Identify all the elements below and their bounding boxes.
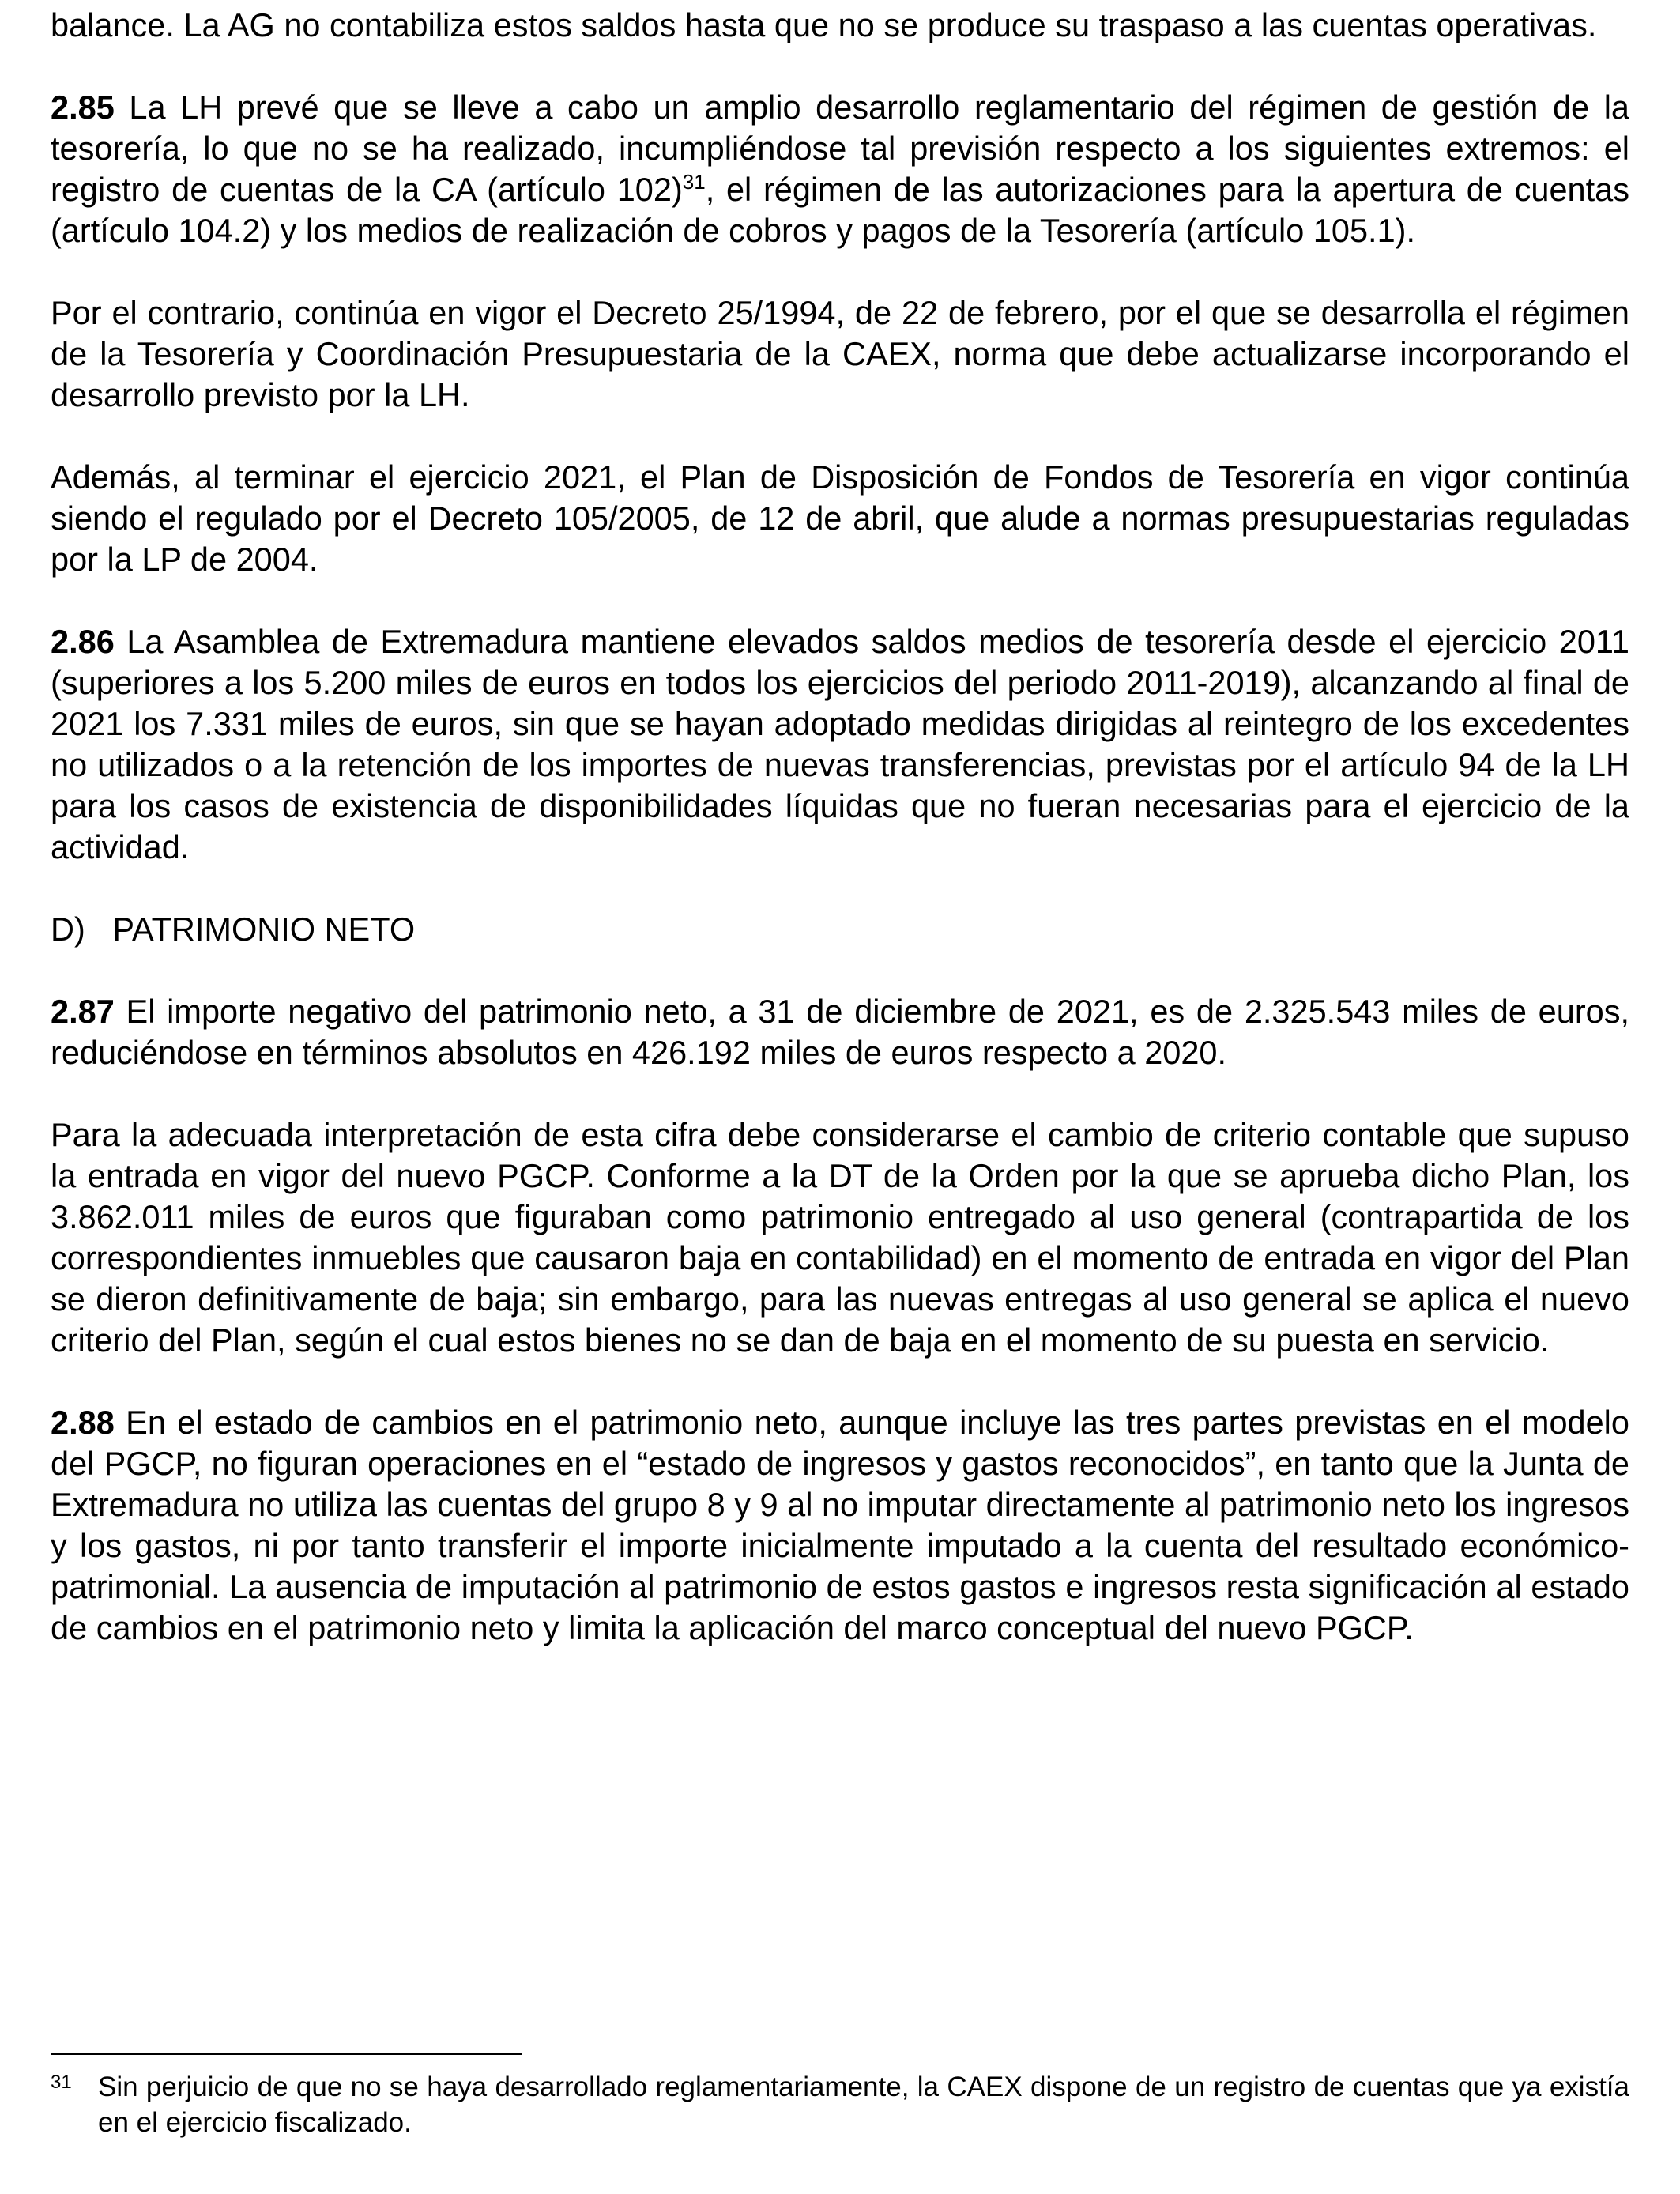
footnote	[51, 2069, 1629, 2140]
paragraph-text: El importe negativo del patrimonio neto, a 31 de diciembre de 2021, es de 2.325.543 miles de euros, reduciéndose en términos absolutos en 426.192 miles de euros respecto a 2020.	[51, 993, 1629, 1071]
section-heading: D) PATRIMONIO NETO	[51, 910, 416, 948]
paragraph-number: 2.85	[51, 89, 115, 126]
footnote-number: 31	[51, 2071, 72, 2093]
paragraph-number: 2.88	[51, 1404, 115, 1441]
paragraph-number: 2.86	[51, 623, 115, 660]
footnote-ref[interactable]: 31	[682, 170, 706, 194]
paragraph-text: , el régimen de las autorizaciones para la apertura de cuentas (artículo 104.2) y los medios de realización de cobros y pagos de la Tesorería (artículo 105.1).	[51, 171, 1629, 249]
paragraph-2-86	[51, 621, 1629, 868]
paragraph-2-85	[51, 87, 1629, 251]
paragraph-decreto: Por el contrario, continúa en vigor el Decreto 25/1994, de 22 de febrero, por el que se desarrolla el régimen de la Tesorería y Coordinación Presupuestaria de la CAEX, norma que debe actualizarse incorporando el desarrollo previsto por la LH.	[51, 294, 1629, 413]
footnote-separator	[51, 2053, 522, 2055]
paragraph-text: La Asamblea de Extremadura mantiene elevados saldos medios de tesorería desde el ejercicio 2011 (superiores a los 5.200 miles de euros en todos los ejercicios del periodo 2011-2019), alcanzando al final de 2021 los 7.331 miles de euros, sin que se hayan adoptado medidas dirigidas al reintegro de los excedentes no utilizados o a la retención de los importes de nuevas transferencias, previstas por el artículo 94 de la LH para los casos de existencia de disponibilidades líquidas que no fueran necesarias para el ejercicio de la actividad.	[51, 623, 1629, 865]
paragraph-2-87	[51, 991, 1629, 1073]
paragraph-text: La LH prevé que se lleve a cabo un amplio desarrollo reglamentario del régimen de gestión de la tesorería, lo que no se ha realizado, incumpliéndose tal previsión respecto a los siguientes extremos: el registro de cuentas de la CA (artículo 102)	[51, 89, 1629, 208]
paragraph-text: En el estado de cambios en el patrimonio neto, aunque incluye las tres partes previstas en el modelo del PGCP, no figuran operaciones en el “estado de ingresos y gastos reconocidos”, en tanto que la Junta de Extremadura no utiliza las cuentas del grupo 8 y 9 al no imputar directamente al patrimonio neto los ingresos y los gastos, ni por tanto transferir el importe inicialmente imputado a la cuenta del resultado económico-patrimonial. La ausencia de imputación al patrimonio de estos gastos e ingresos resta significación al estado de cambios en el patrimonio neto y limita la aplicación del marco conceptual del nuevo PGCP.	[51, 1404, 1629, 1646]
document-body	[51, 5, 1629, 1690]
paragraph-balance: balance. La AG no contabiliza estos saldos hasta que no se produce su traspaso a las cuentas operativas.	[51, 6, 1597, 43]
paragraph-2-88	[51, 1402, 1629, 1649]
paragraph-number: 2.87	[51, 993, 115, 1030]
paragraph-interpretacion: Para la adecuada interpretación de esta cifra debe considerarse el cambio de criterio contable que supuso la entrada en vigor del nuevo PGCP. Conforme a la DT de la Orden por la que se aprueba dicho Plan, los 3.862.011 miles de euros que figuraban como patrimonio entregado al uso general (contrapartida de los correspondientes inmuebles que causaron baja en contabilidad) en el momento de entrada en vigor del Plan se dieron definitivamente de baja; sin embargo, para las nuevas entregas al uso general se aplica el nuevo criterio del Plan, según el cual estos bienes no se dan de baja en el momento de su puesta en servicio.	[51, 1116, 1629, 1359]
footnote-text: Sin perjuicio de que no se haya desarrollado reglamentariamente, la CAEX dispone de un registro de cuentas que ya existía en el ejercicio fiscalizado.	[98, 2071, 1629, 2138]
paragraph-plan-disposicion: Además, al terminar el ejercicio 2021, el Plan de Disposición de Fondos de Tesorería en vigor continúa siendo el regulado por el Decreto 105/2005, de 12 de abril, que alude a normas presupuestarias reguladas por la LP de 2004.	[51, 458, 1629, 578]
